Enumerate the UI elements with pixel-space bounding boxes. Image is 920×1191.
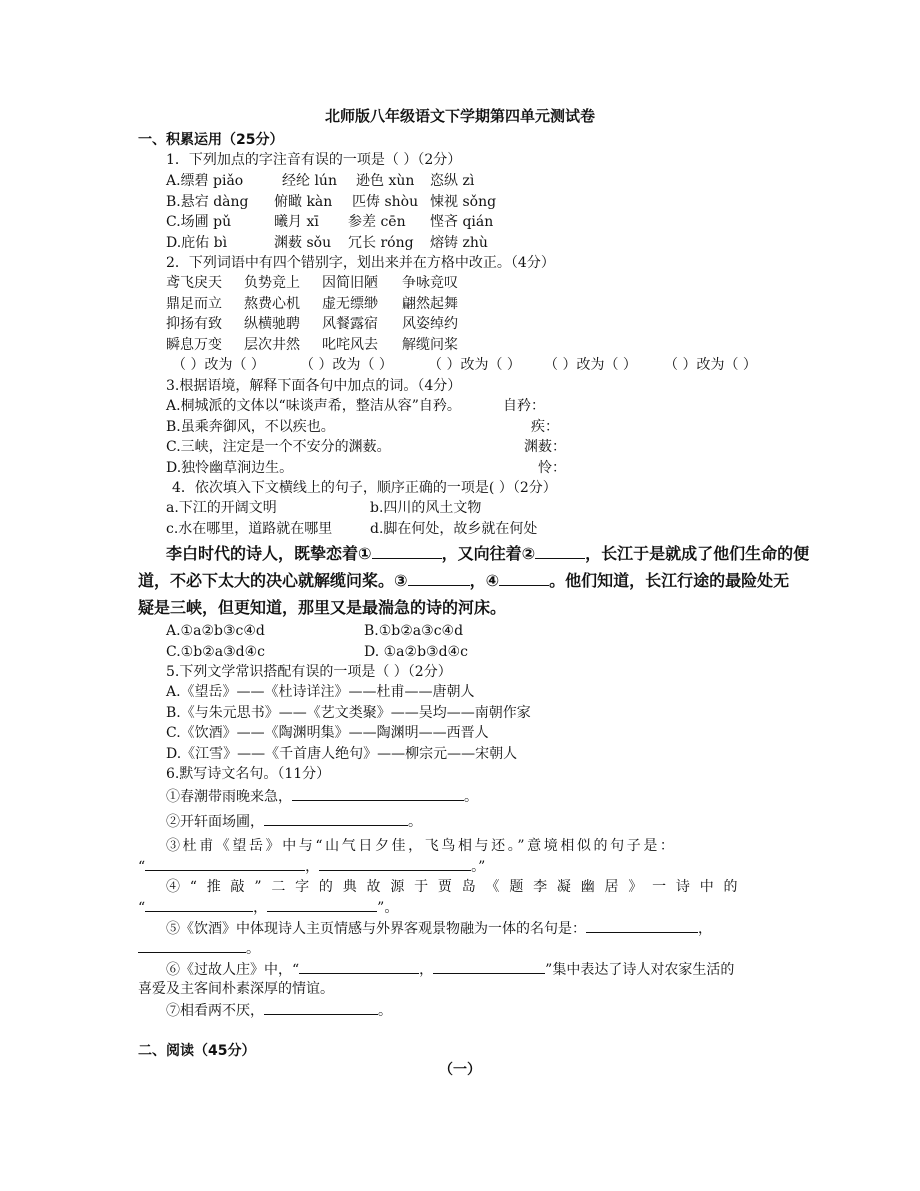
q6-line-3: ③杜甫《望岳》中与“山气日夕佳，飞鸟相与还。”意境相似的句子是： — [166, 838, 677, 854]
q3-stem: 3.根据语境，解释下面各句中加点的词。（4分） — [166, 378, 462, 394]
q3-item-d: D.独怜幽草涧边生。 — [166, 460, 294, 476]
answer-blank[interactable] — [292, 786, 464, 801]
subsection-heading: （一） — [439, 1062, 481, 1078]
q5-stem: 5.下列文学常识搭配有误的一项是（ ）（2分） — [166, 664, 452, 680]
section-1-heading: 一、积累运用（25分） — [138, 132, 284, 148]
answer-blank[interactable] — [264, 1000, 378, 1015]
correction-slot[interactable]: （ ）改为（ ） — [428, 357, 521, 373]
choice-c[interactable]: C.①b②a③d④c — [166, 644, 265, 660]
q6-line-6-cont: 喜爱及主客间朴素深厚的情谊。 — [138, 981, 334, 997]
answer-blank[interactable] — [319, 856, 471, 871]
answer-blank[interactable] — [299, 959, 419, 974]
q6-line-1: ①春潮带雨晚来急， 。 — [166, 786, 478, 807]
choice-b[interactable]: B.①b②a③c④d — [364, 623, 464, 639]
q5-item-b: B.《与朱元思书》——《艺文类聚》——吴均——南朝作家 — [166, 705, 531, 721]
blank-1[interactable] — [372, 544, 442, 559]
blank-3[interactable] — [408, 571, 470, 586]
q5-item-c: C.《饮酒》——《陶渊明集》——陶渊明——西晋人 — [166, 725, 489, 741]
correction-slot[interactable]: （ ）改为（ ） — [664, 357, 757, 373]
q6-line-6: ⑥《过故人庄》中，“ ， ”集中表达了诗人对农家生活的 — [166, 959, 734, 980]
q3-item-b-answer[interactable]: 疾： — [531, 419, 559, 435]
q3-item-a: A.桐城派的文体以“味谈声希，整洁从容”自矜。 — [166, 398, 461, 414]
q4-stem: 4．依次填入下文横线上的句子，顺序正确的一项是( ）（2分） — [172, 480, 557, 496]
q4-passage-line-2: 道，不必下太大的决心就解缆问桨。③ ，④ 。他们知道，长江行途的最险处无 — [138, 571, 790, 590]
q4-passage-line-3: 疑是三峡，但更知道，那里又是最湍急的诗的河床。 — [138, 598, 507, 617]
q6-line-7: ⑦相看两不厌， 。 — [166, 1000, 392, 1021]
section-2-heading: 二、阅读（45分） — [138, 1043, 256, 1059]
q2-stem: 2．下列词语中有四个错别字，划出来并在方格中改正。（4分） — [166, 255, 555, 271]
q3-item-a-answer[interactable]: 自矜： — [503, 398, 545, 414]
choice-d[interactable]: D. ①a②b③d④c — [364, 644, 468, 660]
answer-blank[interactable] — [586, 918, 698, 933]
q6-line-3-answers: “ ， 。” — [138, 856, 485, 877]
answer-blank[interactable] — [267, 897, 377, 912]
q6-line-5-cont: 。 — [138, 938, 260, 959]
answer-blank[interactable] — [145, 856, 305, 871]
q6-stem: 6.默写诗文名句。（11分） — [166, 766, 331, 782]
correction-slot[interactable]: （ ）改为（ ） — [172, 357, 265, 373]
correction-slot[interactable]: （ ）改为（ ） — [544, 357, 637, 373]
q3-item-c: C.三峡，注定是一个不安分的渊薮。 — [166, 439, 391, 455]
choice-a[interactable]: A.①a②b③c④d — [166, 623, 265, 639]
answer-blank[interactable] — [145, 897, 253, 912]
q6-line-2: ②开轩面场圃， 。 — [166, 811, 422, 832]
answer-blank[interactable] — [264, 811, 408, 826]
q6-line-4-answers: “ ， ”。 — [138, 897, 398, 918]
answer-blank[interactable] — [138, 938, 246, 953]
blank-2[interactable] — [535, 544, 585, 559]
q5-item-d: D.《江雪》——《千首唐人绝句》——柳宗元——宋朝人 — [166, 746, 518, 762]
q4-passage-line-1: 李白时代的诗人，既挚恋着① ，又向往着② ，长江于是就成了他们生命的便 — [166, 544, 810, 563]
q3-item-d-answer[interactable]: 怜： — [538, 460, 566, 476]
q6-line-5: ⑤《饮酒》中体现诗人主页情感与外界客观景物融为一体的名句是： ， — [166, 918, 712, 939]
answer-blank[interactable] — [433, 959, 545, 974]
q6-line-4: ④“推敲”二字的典故源于贾岛《题李凝幽居》一诗中的 — [166, 879, 748, 895]
blank-4[interactable] — [499, 571, 549, 586]
correction-slot[interactable]: （ ）改为（ ） — [300, 357, 393, 373]
q1-stem: 1．下列加点的字注音有误的一项是（ ）（2分） — [166, 152, 462, 168]
page-title: 北师版八年级语文下学期第四单元测试卷 — [324, 107, 595, 125]
q5-item-a: A.《望岳》——《杜诗详注》——杜甫——唐朝人 — [166, 684, 475, 700]
q3-item-c-answer[interactable]: 渊薮： — [524, 439, 566, 455]
q3-item-b: B.虽乘奔御风，不以疾也。 — [166, 419, 335, 435]
